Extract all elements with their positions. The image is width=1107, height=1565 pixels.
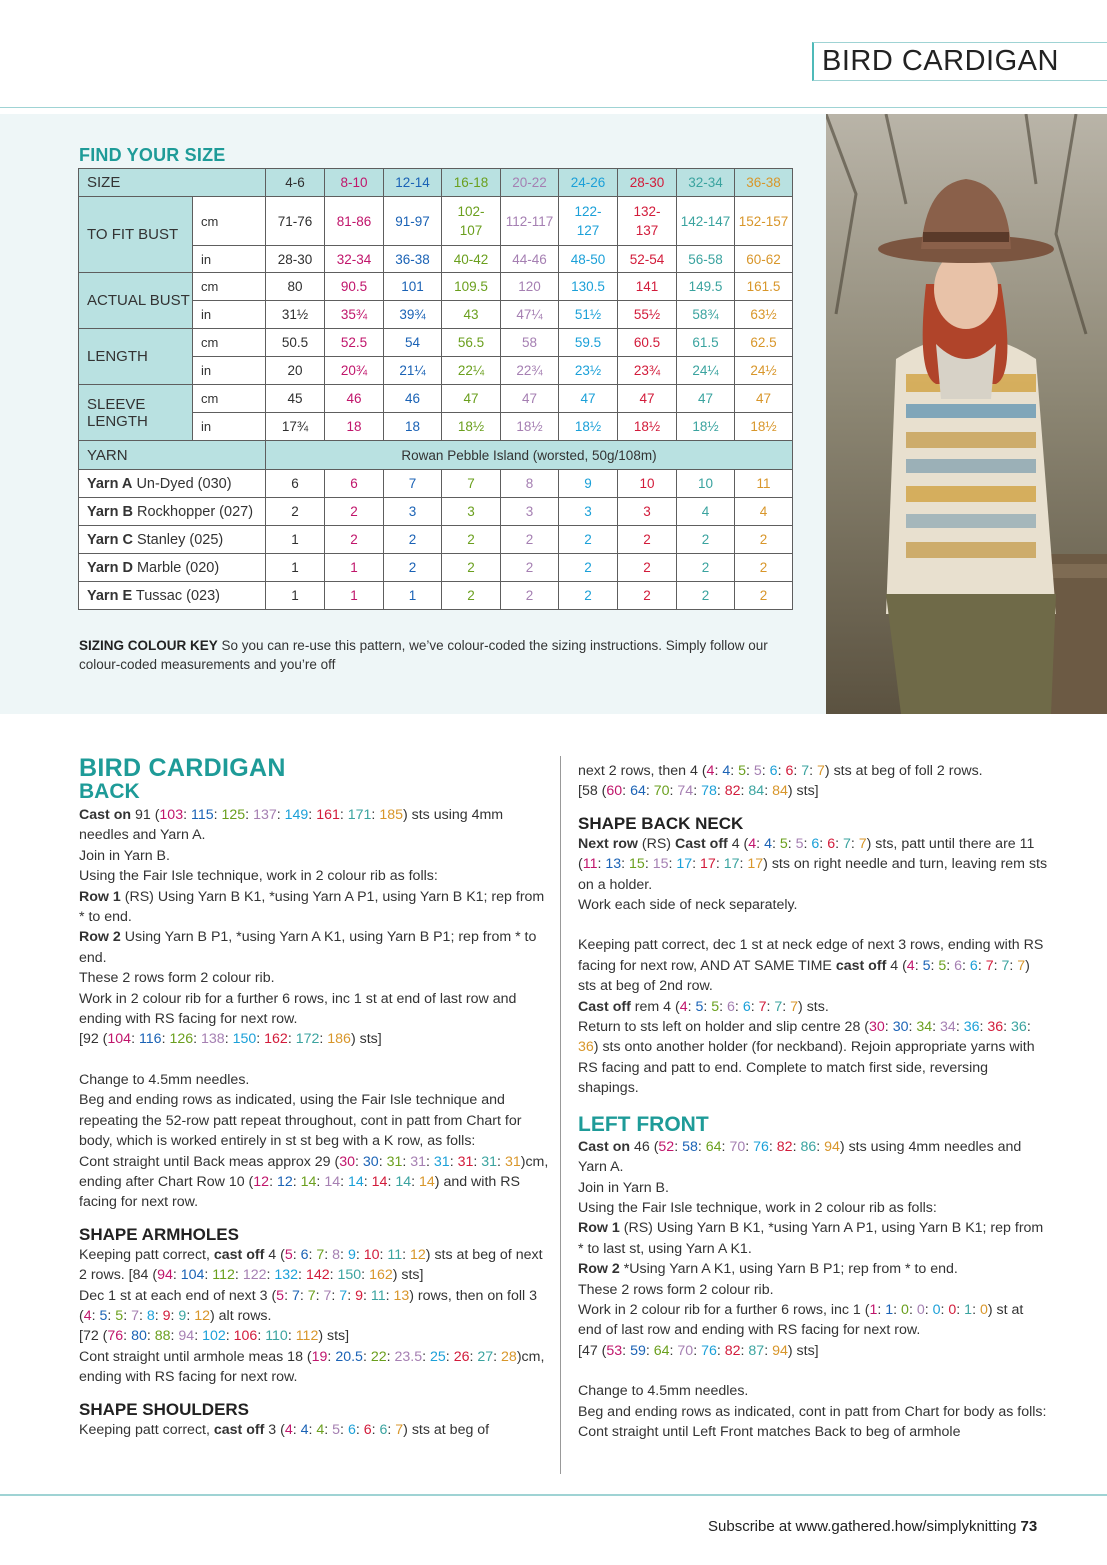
measurement-value: 61.5 xyxy=(677,329,735,357)
shape-back-neck-heading: SHAPE BACK NECK xyxy=(578,813,744,833)
measurement-value: 18½ xyxy=(735,413,793,441)
yarn-quantity: 2 xyxy=(442,554,501,582)
measurement-value: 18½ xyxy=(618,413,677,441)
yarn-name xyxy=(79,554,266,582)
yarn-quantity: 3 xyxy=(618,498,677,526)
measurement-value: 130.5 xyxy=(559,273,618,301)
measurement-value: 52.5 xyxy=(325,329,384,357)
measurement-value: 24½ xyxy=(735,357,793,385)
measurement-value: 18½ xyxy=(501,413,559,441)
yarn-quantity: 1 xyxy=(266,554,325,582)
size-header-cell: 20-22 xyxy=(501,169,559,197)
yarn-quantity: 8 xyxy=(501,470,559,498)
yarn-quantity: 2 xyxy=(677,554,735,582)
yarn-quantity: 2 xyxy=(559,582,618,610)
measurement-value: 40-42 xyxy=(442,246,501,273)
yarn-name xyxy=(79,582,266,610)
size-table xyxy=(78,168,793,610)
unit-cell: in xyxy=(193,357,266,385)
size-header-cell: 8-10 xyxy=(325,169,384,197)
column-divider xyxy=(560,756,561,1474)
yarn-code: Yarn D xyxy=(87,559,133,576)
left-front-heading: LEFT FRONT xyxy=(578,1112,709,1136)
page-title: BIRD CARDIGAN xyxy=(822,45,1059,77)
size-header-cell: 36-38 xyxy=(735,169,793,197)
measurement-value: 47 xyxy=(618,385,677,413)
yarn-quantity: 3 xyxy=(442,498,501,526)
yarn-quantity: 11 xyxy=(735,470,793,498)
measurement-value: 52-54 xyxy=(618,246,677,273)
yarn-quantity: 2 xyxy=(325,526,384,554)
measurement-row xyxy=(79,329,793,357)
measurement-value: 47 xyxy=(501,385,559,413)
measurement-value: 51½ xyxy=(559,301,618,329)
yarn-quantity: 2 xyxy=(266,498,325,526)
measurement-value: 132- 137 xyxy=(618,197,677,246)
unit-cell: in xyxy=(193,246,266,273)
yarn-quantity: 2 xyxy=(735,554,793,582)
yarn-quantity: 2 xyxy=(677,582,735,610)
yarn-quantity: 7 xyxy=(384,470,442,498)
yarn-name xyxy=(79,526,266,554)
yarn-quantity: 2 xyxy=(559,554,618,582)
model-photo xyxy=(826,114,1107,714)
yarn-quantity: 2 xyxy=(501,582,559,610)
size-header-cell: 28-30 xyxy=(618,169,677,197)
yarn-quantity: 2 xyxy=(442,582,501,610)
page-number: 73 xyxy=(1020,1518,1038,1535)
yarn-quantity: 2 xyxy=(618,526,677,554)
measurement-value: 120 xyxy=(501,273,559,301)
yarn-quantity: 2 xyxy=(384,554,442,582)
yarn-colourway: Marble (020) xyxy=(136,559,220,576)
measurement-value: 48-50 xyxy=(559,246,618,273)
yarn-quantity: 7 xyxy=(442,470,501,498)
yarn-row xyxy=(79,526,793,554)
measurement-value: 60.5 xyxy=(618,329,677,357)
pattern-column-right: next 2 rows, then 4 (4: 4: 5: 5: 6: 6: 7: 7) sts at beg of foll 2 rows. [58 (60: 64: 70: 74: 78: 82: 84: 84) sts] SHAPE BACK NECK Next row (RS) Cast off 4 (4: 4: 5: 5: 6: 6: 7: 7) sts, patt until there are 11 (11: 13: 15: 15: 17: 17: 17: 17) sts on right needle and turn, leaving rem sts on a holder. Work each side of neck separately. Keeping patt correct, dec 1 st at neck edge of next 3 rows, ending with RS facing for next row, AND AT SAME TIME cast off 4 (4: 5: 5: 6: 6: 7: 7: 7) sts at beg of 2nd row. Cast off rem 4 (4: 5: 5: 6: 6: 7: 7: 7) sts. Return to sts left on holder and slip centre 28 (30: 30: 34: 34: 36: 36: 36: 36) sts onto another holder (for neckband). Rejoin appropriate yarns with RS facing and patt to end. Complete to match first side, reversing shapings. LEFT FRONT Cast on 46 (52: 58: 64: 70: 76: 82: 86: 94) sts using 4mm needles and Yarn A. Join in Yarn B. Using the Fair Isle technique, work in 2 colour rib as folls: Row 1 (RS) Using Yarn B K1, *using Yarn A P1, using Yarn B K1; rep from * to last st, using Yarn A K1. Row 2 *Using Yarn A K1, using Yarn B P1; rep from * to end. These 2 rows form 2 colour rib. Work in 2 colour rib for a further 6 rows, inc 1 (1: 1: 0: 0: 0: 0: 1: 0) st at end of last row and ending with RS facing for next row. [47 (53: 59: 64: 70: 76: 82: 87: 94) sts] Change to 4.5mm needles. Beg and ending rows as indicated, cont in patt from Chart for body as folls: Cont straight until Left Front matches Back to beg of armhole xyxy=(578,763,1048,1440)
yarn-quantity: 6 xyxy=(325,470,384,498)
yarn-name xyxy=(79,498,266,526)
measurement-value: 47 xyxy=(677,385,735,413)
yarn-quantity: 2 xyxy=(325,498,384,526)
measurement-row xyxy=(79,273,793,301)
yarn-code: Yarn A xyxy=(87,475,133,492)
measurement-value: 44-46 xyxy=(501,246,559,273)
yarn-quantity: 2 xyxy=(677,526,735,554)
measurement-value: 23½ xyxy=(559,357,618,385)
yarn-quantity: 2 xyxy=(735,526,793,554)
measurement-value: 149.5 xyxy=(677,273,735,301)
measurement-value: 35¾ xyxy=(325,301,384,329)
yarn-quantity: 2 xyxy=(442,526,501,554)
measurement-value: 50.5 xyxy=(266,329,325,357)
unit-cell: cm xyxy=(193,329,266,357)
measurement-label: ACTUAL BUST xyxy=(79,273,193,329)
measurement-value: 43 xyxy=(442,301,501,329)
measurement-value: 21¼ xyxy=(384,357,442,385)
yarn-quantity: 4 xyxy=(677,498,735,526)
measurement-value: 63½ xyxy=(735,301,793,329)
find-your-size-heading: FIND YOUR SIZE xyxy=(79,145,226,165)
measurement-row xyxy=(79,197,793,246)
unit-cell: cm xyxy=(193,273,266,301)
yarn-quantity: 1 xyxy=(266,526,325,554)
measurement-value: 46 xyxy=(384,385,442,413)
yarn-quantity: 1 xyxy=(384,582,442,610)
yarn-quantity: 9 xyxy=(559,470,618,498)
yarn-quantity: 1 xyxy=(325,582,384,610)
yarn-row xyxy=(79,582,793,610)
pattern-title: BIRD CARDIGAN xyxy=(79,754,286,782)
unit-cell: cm xyxy=(193,385,266,413)
measurement-value: 112-117 xyxy=(501,197,559,246)
measurement-value: 18 xyxy=(384,413,442,441)
measurement-value: 109.5 xyxy=(442,273,501,301)
measurement-value: 59.5 xyxy=(559,329,618,357)
size-header-cell: 4-6 xyxy=(266,169,325,197)
measurement-value: 46 xyxy=(325,385,384,413)
measurement-value: 71-76 xyxy=(266,197,325,246)
measurement-value: 142-147 xyxy=(677,197,735,246)
pattern-column-left: BIRD CARDIGAN BACK Cast on 91 (103: 115: 125: 137: 149: 161: 171: 185) sts using 4mm needles and Yarn A. Join in Yarn B. Using the Fair Isle technique, work in 2 colour rib as folls: Row 1 (RS) Using Yarn B K1, *using Yarn A P1, using Yarn B K1; rep from * to end. Row 2 Using Yarn B P1, *using Yarn A K1, using Yarn B P1; rep from * to end. These 2 rows form 2 colour rib. Work in 2 colour rib for a further 6 rows, inc 1 st at end of last row and ending with RS facing for next row. [92 (104: 116: 126: 138: 150: 162: 172: 186) sts] Change to 4.5mm needles. Beg and ending rows as indicated, using the Fair Isle technique and repeating the 52-row patt repeat throughout, cont in patt from Chart for body, which is worked entirely in st st beg with a K row, as folls: Cont straight until Back meas approx 29 (30: 30: 31: 31: 31: 31: 31: 31)cm, ending after Chart Row 10 (12: 12: 14: 14: 14: 14: 14: 14) and with RS facing for next row. SHAPE ARMHOLES Keeping patt correct, cast off 4 (5: 6: 7: 8: 9: 10: 11: 12) sts at beg of next 2 rows. [84 (94: 104: 112: 122: 132: 142: 150: 162) sts] Dec 1 st at each end of next 3 (5: 7: 7: 7: 7: 9: 11: 13) rows, then on foll 3 (4: 5: 5: 7: 8: 9: 9: 12) alt rows. [72 (76: 80: 88: 94: 102: 106: 110: 112) sts] Cont straight until armhole meas 18 (19: 20.5: 22: 23.5: 25: 26: 27: 28)cm, ending with RS facing for next row. SHAPE SHOULDERS Keeping patt correct, cast off 3 (4: 4: 4: 5: 6: 6: 6: 7) sts at beg of xyxy=(79,754,549,1438)
yarn-colourway: Stanley (025) xyxy=(136,531,224,548)
measurement-value: 90.5 xyxy=(325,273,384,301)
measurement-value: 91-97 xyxy=(384,197,442,246)
yarn-quantity: 1 xyxy=(266,582,325,610)
measurement-value: 20¾ xyxy=(325,357,384,385)
footer-divider xyxy=(0,1494,1107,1496)
yarn-row xyxy=(79,498,793,526)
yarn-code: Yarn C xyxy=(87,531,133,548)
measurement-value: 56.5 xyxy=(442,329,501,357)
yarn-code: Yarn B xyxy=(87,503,133,520)
measurement-value: 20 xyxy=(266,357,325,385)
measurement-value: 28-30 xyxy=(266,246,325,273)
size-header-cell: 32-34 xyxy=(677,169,735,197)
size-header-row xyxy=(79,169,793,197)
yarn-quantity: 3 xyxy=(384,498,442,526)
yarn-header-row xyxy=(79,441,793,470)
footer xyxy=(708,1518,1037,1535)
measurement-value: 23¾ xyxy=(618,357,677,385)
yarn-quantity: 2 xyxy=(618,554,677,582)
subscribe-link[interactable]: Subscribe at www.gathered.how/simplyknitting xyxy=(708,1518,1017,1535)
measurement-value: 22¾ xyxy=(501,357,559,385)
measurement-value: 54 xyxy=(384,329,442,357)
yarn-description: Rowan Pebble Island (worsted, 50g/108m) xyxy=(266,441,793,470)
measurement-value: 60-62 xyxy=(735,246,793,273)
measurement-value: 45 xyxy=(266,385,325,413)
measurement-value: 122- 127 xyxy=(559,197,618,246)
yarn-code: Yarn E xyxy=(87,587,133,604)
measurement-value: 36-38 xyxy=(384,246,442,273)
measurement-row xyxy=(79,385,793,413)
yarn-quantity: 2 xyxy=(501,526,559,554)
yarn-row xyxy=(79,470,793,498)
unit-cell: cm xyxy=(193,197,266,246)
size-header-cell: 24-26 xyxy=(559,169,618,197)
sizing-colour-key: SIZING COLOUR KEY So you can re-use this pattern, we’ve colour-coded the sizing instructions. Simply follow our colour-coded measurements and you’re off xyxy=(79,638,768,672)
yarn-quantity: 2 xyxy=(384,526,442,554)
measurement-value: 152-157 xyxy=(735,197,793,246)
yarn-quantity: 2 xyxy=(735,582,793,610)
measurement-value: 141 xyxy=(618,273,677,301)
measurement-value: 102- 107 xyxy=(442,197,501,246)
measurement-value: 18½ xyxy=(677,413,735,441)
measurement-value: 18½ xyxy=(442,413,501,441)
header-divider xyxy=(0,107,1107,108)
yarn-colourway: Un-Dyed (030) xyxy=(136,475,232,492)
yarn-name xyxy=(79,470,266,498)
measurement-value: 32-34 xyxy=(325,246,384,273)
measurement-label: SLEEVE LENGTH xyxy=(79,385,193,441)
unit-cell: in xyxy=(193,301,266,329)
measurement-value: 58¾ xyxy=(677,301,735,329)
yarn-colourway: Tussac (023) xyxy=(135,587,220,604)
shape-shoulders-heading: SHAPE SHOULDERS xyxy=(79,1399,250,1419)
measurement-value: 17¾ xyxy=(266,413,325,441)
measurement-value: 56-58 xyxy=(677,246,735,273)
yarn-label: YARN xyxy=(79,441,266,470)
measurement-value: 161.5 xyxy=(735,273,793,301)
measurement-label: TO FIT BUST xyxy=(79,197,193,273)
yarn-quantity: 2 xyxy=(559,526,618,554)
size-header-cell: 16-18 xyxy=(442,169,501,197)
measurement-value: 62.5 xyxy=(735,329,793,357)
measurement-value: 47 xyxy=(735,385,793,413)
yarn-quantity: 3 xyxy=(559,498,618,526)
measurement-value: 47 xyxy=(559,385,618,413)
measurement-value: 101 xyxy=(384,273,442,301)
measurement-value: 47¼ xyxy=(501,301,559,329)
measurement-value: 81-86 xyxy=(325,197,384,246)
measurement-value: 55½ xyxy=(618,301,677,329)
page-title-tab xyxy=(812,42,1107,81)
yarn-quantity: 4 xyxy=(735,498,793,526)
yarn-quantity: 3 xyxy=(501,498,559,526)
measurement-value: 22¼ xyxy=(442,357,501,385)
yarn-quantity: 2 xyxy=(501,554,559,582)
yarn-quantity: 6 xyxy=(266,470,325,498)
yarn-colourway: Rockhopper (027) xyxy=(136,503,254,520)
yarn-quantity: 10 xyxy=(677,470,735,498)
measurement-value: 58 xyxy=(501,329,559,357)
size-header-cell: 12-14 xyxy=(384,169,442,197)
yarn-quantity: 1 xyxy=(325,554,384,582)
measurement-label: LENGTH xyxy=(79,329,193,385)
measurement-value: 18 xyxy=(325,413,384,441)
back-heading: BACK xyxy=(79,780,140,803)
yarn-quantity: 10 xyxy=(618,470,677,498)
measurement-value: 18½ xyxy=(559,413,618,441)
yarn-row xyxy=(79,554,793,582)
measurement-value: 47 xyxy=(442,385,501,413)
measurement-value: 39¾ xyxy=(384,301,442,329)
measurement-value: 24¼ xyxy=(677,357,735,385)
measurement-value: 80 xyxy=(266,273,325,301)
shape-armholes-heading: SHAPE ARMHOLES xyxy=(79,1224,239,1244)
size-label: SIZE xyxy=(79,169,266,197)
measurement-value: 31½ xyxy=(266,301,325,329)
unit-cell: in xyxy=(193,413,266,441)
yarn-quantity: 2 xyxy=(618,582,677,610)
